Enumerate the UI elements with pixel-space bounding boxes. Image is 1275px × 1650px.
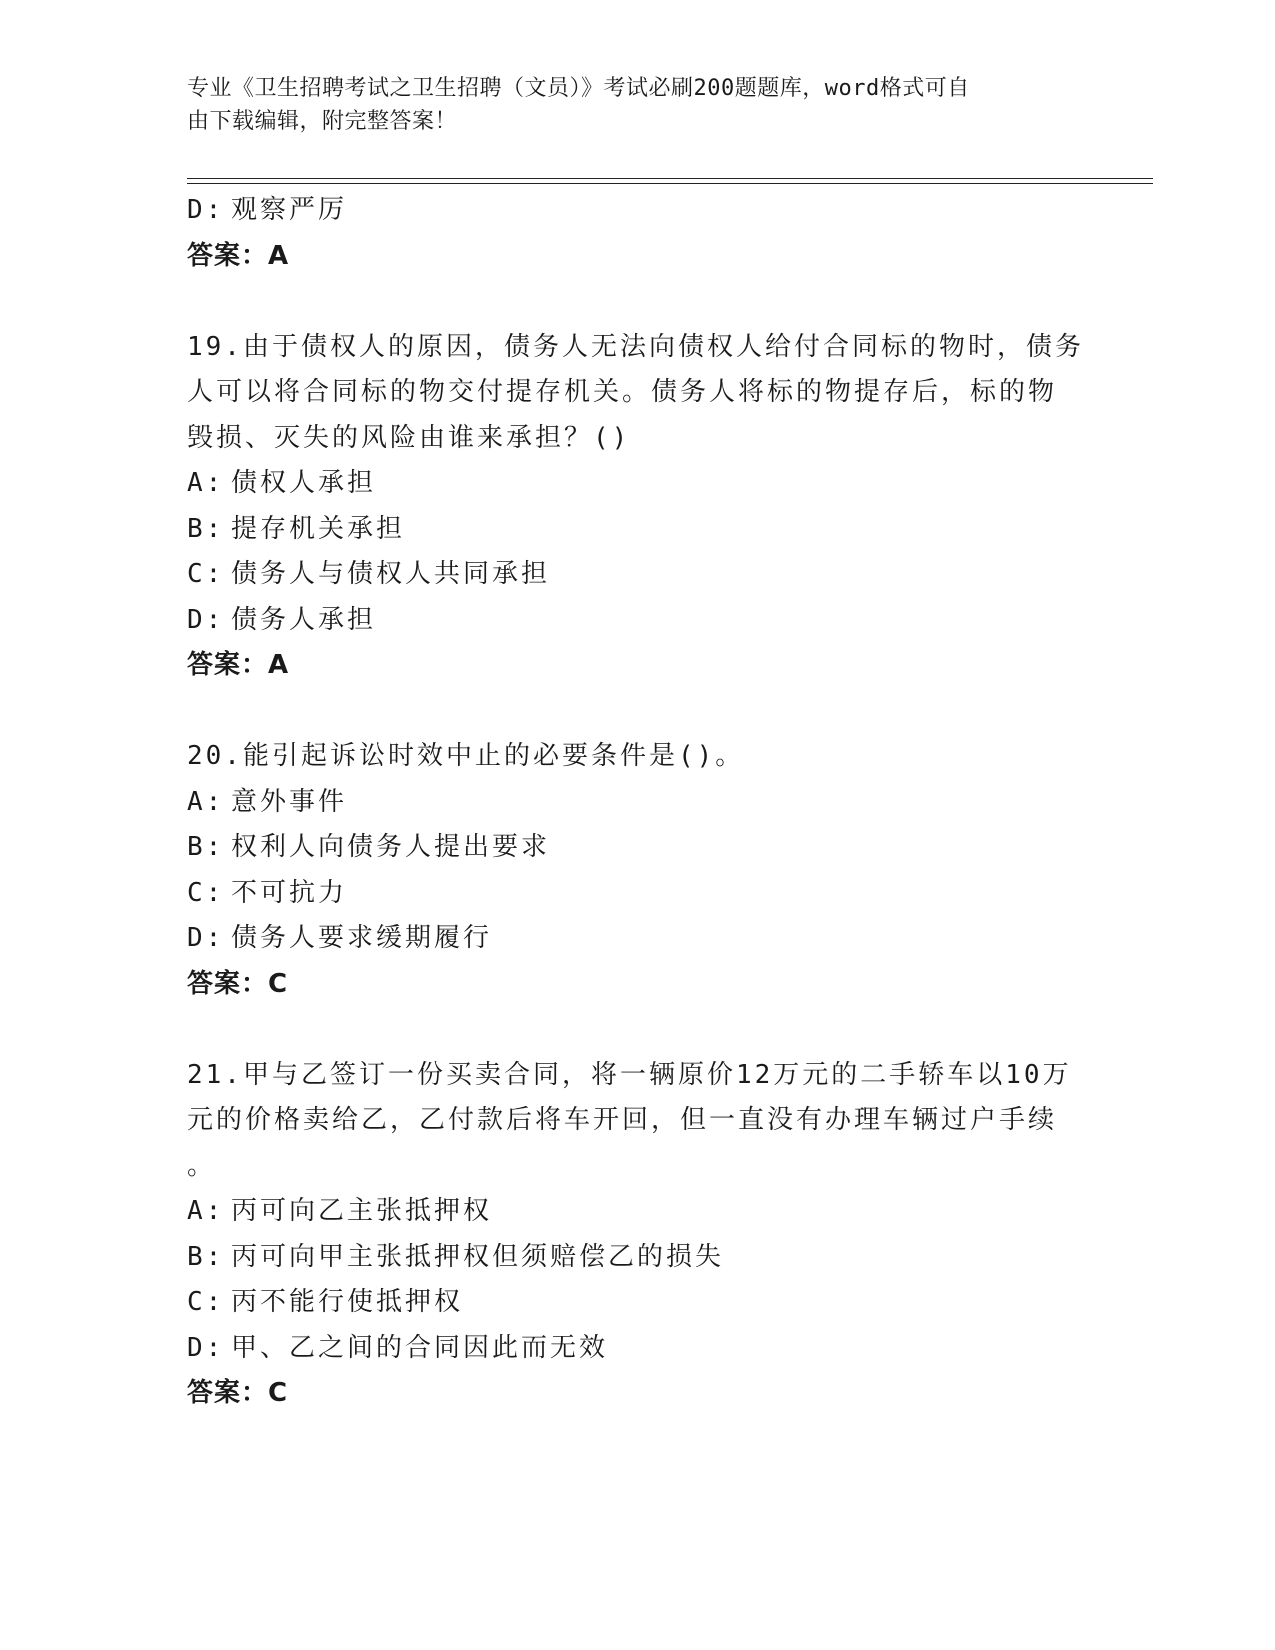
- option-key: D:: [187, 604, 225, 635]
- option-d: [187, 916, 1087, 962]
- answer: [187, 643, 1087, 689]
- answer-value: C: [268, 968, 289, 999]
- option-text: 甲、乙之间的合同因此而无效: [231, 1332, 609, 1363]
- question-stem-line: 毁损、灭失的风险由谁来承担？(): [187, 422, 631, 453]
- answer-value: A: [268, 240, 290, 271]
- spacer: [187, 1007, 1087, 1053]
- spacer: [187, 279, 1087, 325]
- answer: [187, 1371, 1087, 1417]
- option-key: A:: [187, 468, 225, 498]
- option-c: [187, 552, 1087, 598]
- option-key: A:: [187, 786, 225, 817]
- prev-answer: [187, 234, 1087, 280]
- option-key: D:: [187, 923, 225, 953]
- option-text: 债务人承担: [231, 604, 377, 635]
- answer-label: 答案：: [187, 240, 269, 271]
- option-a: [187, 461, 1087, 507]
- option-key: C:: [187, 559, 225, 589]
- question-stem-line: 。: [187, 1150, 217, 1181]
- option-text: 债务人要求缓期履行: [231, 923, 493, 953]
- option-text: 丙不能行使抵押权: [231, 1287, 464, 1317]
- question-stem-line: 元的价格卖给乙，乙付款后将车开回，但一直没有办理车辆过户手续: [187, 1105, 1058, 1135]
- question-20: [187, 734, 1087, 1007]
- answer-label: 答案：: [187, 650, 269, 680]
- answer-label: 答案：: [187, 1378, 269, 1408]
- option-key: C:: [187, 1287, 225, 1317]
- option-key: D:: [187, 1332, 225, 1363]
- header-divider-top: [187, 178, 1153, 179]
- option-key: C:: [187, 877, 225, 908]
- option-key: B:: [187, 832, 225, 862]
- question-21: [187, 1053, 1087, 1417]
- answer-value: C: [268, 1378, 289, 1408]
- question-stem-line: 21.甲与乙签订一份买卖合同，将一辆原价12万元的二手轿车以10万: [187, 1059, 1072, 1090]
- answer: [187, 962, 1087, 1008]
- prev-option-d: [187, 188, 1087, 234]
- option-text: 债权人承担: [231, 468, 377, 498]
- answer-value: A: [268, 650, 290, 680]
- option-key: B:: [187, 513, 225, 544]
- option-a: [187, 780, 1087, 826]
- header-line-2: 由下载编辑，附完整答案！: [187, 109, 458, 134]
- option-b: [187, 1235, 1087, 1281]
- option-key: D:: [187, 195, 225, 225]
- header-divider-bottom: [187, 183, 1153, 184]
- option-b: [187, 825, 1087, 871]
- option-text: 债务人与债权人共同承担: [231, 559, 551, 589]
- option-a: [187, 1189, 1087, 1235]
- option-text: 不可抗力: [231, 877, 348, 908]
- option-d: [187, 1326, 1087, 1372]
- option-key: B:: [187, 1241, 225, 1272]
- option-text: 提存机关承担: [231, 513, 406, 544]
- question-19: [187, 325, 1087, 689]
- header-line-1: 专业《卫生招聘考试之卫生招聘（文员）》考试必刷200题题库，word格式可自: [187, 76, 970, 101]
- option-text: 丙可向甲主张抵押权但须赔偿乙的损失: [231, 1241, 725, 1272]
- spacer: [187, 689, 1087, 735]
- document-header: [187, 72, 1067, 138]
- option-c: [187, 1280, 1087, 1326]
- option-text: 权利人向债务人提出要求: [231, 832, 551, 862]
- answer-label: 答案：: [187, 968, 269, 999]
- option-c: [187, 871, 1087, 917]
- option-text: 丙可向乙主张抵押权: [231, 1196, 493, 1226]
- option-key: A:: [187, 1196, 225, 1226]
- question-stem-line: 19.由于债权人的原因，债务人无法向债权人给付合同标的物时，债务: [187, 331, 1084, 362]
- option-b: [187, 507, 1087, 553]
- question-stem-line: 20.能引起诉讼时效中止的必要条件是()。: [187, 741, 745, 771]
- document-body: [187, 188, 1087, 1417]
- option-text: 观察严厉: [231, 195, 348, 225]
- question-stem-line: 人可以将合同标的物交付提存机关。债务人将标的物提存后，标的物: [187, 377, 1058, 407]
- option-text: 意外事件: [231, 786, 348, 817]
- option-d: [187, 598, 1087, 644]
